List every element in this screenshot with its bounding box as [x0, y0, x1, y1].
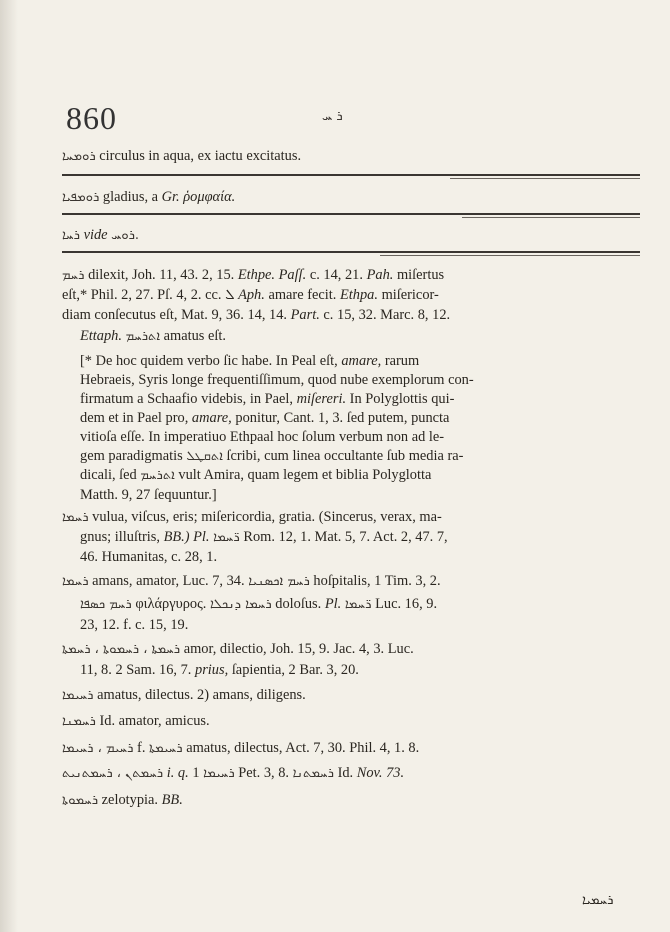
- entry-text: ſapientia, 2 Bar. 3, 20.: [231, 662, 359, 678]
- entry-text: c. 15, 32. Marc. 8, 12.: [323, 307, 451, 323]
- entry-italic: Ethpa.: [339, 287, 378, 303]
- entry-line: [80, 616, 188, 635]
- catchword: ܪܚܡܝܐ: [582, 893, 614, 908]
- entry-text: amatus, dilectus. 2) amans, diligens.: [97, 687, 306, 703]
- syriac-word: ܪܚܝܡܐ: [62, 688, 94, 703]
- syriac-word: ܪܚܝܡܬܐ: [149, 741, 183, 756]
- note-line: [80, 486, 217, 505]
- note-line: [80, 466, 431, 485]
- entry-text: 23, 12. f. c. 15, 19.: [80, 617, 189, 633]
- syriac-word: ܐܬܩܛܠ: [186, 449, 223, 464]
- note-text: [* De hoc quidem verbo ſic habe. In Peal eſt,: [80, 353, 338, 369]
- entry-italic: Ethpe. Paſſ.: [237, 267, 307, 283]
- note-text: ponitur, Cant. 1, 3. ſed putem, puncta: [235, 410, 450, 426]
- entry-line: [80, 595, 437, 614]
- note-line: [80, 447, 463, 466]
- note-line: [80, 428, 444, 447]
- entry-text: eſt,* Phil. 2, 27. Pſ. 4, 2. cc. ܠ: [62, 287, 235, 303]
- entry-line: [62, 286, 439, 305]
- separator-rule: [450, 178, 640, 179]
- running-headword: ܪ ܚ: [322, 109, 343, 124]
- note-text: vitioſa eſſe. In imperatiuo Ethpaal hoc ſolum verbum non ad le-: [80, 429, 445, 445]
- entry-line: [80, 661, 359, 680]
- syriac-word: ܐܬܪܚܡ: [125, 329, 161, 344]
- entry-text: miſertus: [396, 267, 445, 283]
- syriac-word: ܪܘܡܦܝܐ: [62, 190, 100, 205]
- entry-text: zelotypia.: [101, 792, 159, 808]
- syriac-word: ܪܚܡܬܐ ، ܪܚܡܘܬܐ ، ܪܚܡܬܐ: [62, 642, 181, 657]
- syriac-word: ܪܚܡܐ: [62, 574, 89, 589]
- entry-text: Id. amator, amicus.: [99, 713, 210, 729]
- entry-line: [80, 528, 448, 547]
- page-edge-shadow: [0, 0, 18, 932]
- syriac-word: ܪܚܝܡܐ: [203, 766, 235, 781]
- entry-italic: Part.: [290, 307, 320, 323]
- syriac-word: ܪܘܚ.: [111, 228, 140, 243]
- entry-text: gnus; illuſtris,: [80, 529, 160, 545]
- note-text: firmatum a Schaafio videbis, in Pael,: [80, 391, 294, 407]
- entry-text: amans, amator, Luc. 7, 34.: [92, 573, 245, 589]
- syriac-word: ܪܚܡ ܐܟܣܢܝܐ: [248, 574, 310, 589]
- note-line: [80, 390, 454, 409]
- entry-line: [62, 791, 183, 810]
- entry-text: Luc. 16, 9.: [375, 596, 438, 612]
- syriac-word: ܪܚܡܘܬܐ: [62, 793, 99, 808]
- note-text: Matth. 9, 27 ſequuntur.]: [80, 487, 217, 503]
- entry-text: amatus, dilectus, Act. 7, 30. Phil. 4, 1. 8.: [186, 740, 420, 756]
- entry-italic: vide: [83, 227, 108, 243]
- syriac-word: ܪܚܐ: [62, 228, 80, 243]
- note-text: In Polyglottis qui-: [349, 391, 455, 407]
- syriac-word: ܪܚܡܬܢܐ: [292, 766, 334, 781]
- note-italic: amare,: [191, 410, 232, 426]
- entry-line: [62, 712, 210, 731]
- entry-line: [62, 686, 306, 705]
- separator-rule: [62, 213, 640, 215]
- entry-text: c. 14, 21.: [309, 267, 363, 283]
- note-text: dem et in Pael pro,: [80, 410, 189, 426]
- syriac-word: ܐܬܪܚܡ: [140, 468, 175, 483]
- entry-line: [80, 548, 217, 567]
- syriac-word: ܪܘܡܚܐ: [62, 149, 96, 164]
- entry-text: amare fecit.: [268, 287, 337, 303]
- entry-italic: Pah.: [366, 267, 394, 283]
- separator-rule: [62, 174, 640, 176]
- entry-line: [62, 147, 301, 166]
- note-italic: amare,: [341, 353, 382, 369]
- note-line: [80, 409, 449, 428]
- entry-text: vulua, viſcus, eris; miſericordia, gratia. (Sincerus, verax, ma-: [92, 509, 442, 525]
- note-text: dicali, ſed: [80, 467, 137, 483]
- entry-italic: Nov. 73.: [356, 765, 405, 781]
- entry-italic: prius,: [195, 662, 229, 678]
- entry-text: amor, dilectio, Joh. 15, 9. Jac. 4, 3. Luc.: [183, 641, 414, 657]
- separator-rule: [380, 255, 640, 256]
- entry-text: diam conſecutus eſt, Mat. 9, 36. 14, 14.: [62, 307, 288, 323]
- note-line: [80, 371, 474, 390]
- entry-text: dilexit, Joh. 11, 43. 2, 15.: [88, 267, 235, 283]
- entry-italic: Gr. ῥομφαία.: [161, 189, 236, 205]
- entry-text: miſericor-: [381, 287, 439, 303]
- entry-italic: BB.: [161, 792, 183, 808]
- note-text: rarum: [384, 353, 420, 369]
- entry-text: hoſpitalis, 1 Tim. 3, 2.: [313, 573, 441, 589]
- entry-text: Rom. 12, 1. Mat. 5, 7. Act. 2, 47. 7,: [243, 529, 448, 545]
- syriac-word: ܪܚܡܐ ܕܢܟܠܐ: [209, 597, 272, 612]
- entry-text: amatus eſt.: [163, 328, 226, 344]
- note-text: Hebraeis, Syris longe frequentiſſimum, quod nube exemplorum con-: [80, 372, 474, 388]
- entry-text: f.: [137, 740, 146, 756]
- entry-line: [62, 640, 414, 659]
- separator-rule: [62, 251, 640, 253]
- syriac-word: ܪܚܡܬܢ ، ܪܚܡܬܢܝܬ: [62, 766, 164, 781]
- separator-rule: [462, 217, 640, 218]
- entry-text: φιλάργυρος.: [135, 596, 207, 612]
- entry-line: [62, 188, 235, 207]
- entry-italic: BB.) Pl.: [163, 529, 210, 545]
- entry-text: doloſus.: [275, 596, 322, 612]
- entry-line: [62, 739, 419, 758]
- syriac-word: ܪܚܝܡ ، ܪܚܝܡܐ: [62, 741, 134, 756]
- entry-line: [80, 327, 226, 346]
- entry-line: [62, 572, 441, 591]
- entry-line: [62, 226, 139, 245]
- entry-text: 1 Pet. 3, 8.: [192, 765, 290, 781]
- note-text: gem paradigmatis: [80, 448, 183, 464]
- entry-italic: Ettaph.: [80, 328, 122, 344]
- entry-text: 46. Humanitas, c. 28, 1.: [80, 549, 218, 565]
- note-text: vult Amira, quam legem et biblia Polyglotta: [178, 467, 432, 483]
- syriac-word: ܪ̈ܚܡܐ: [213, 530, 240, 545]
- entry-italic: Pl.: [324, 596, 342, 612]
- entry-line: [62, 266, 444, 285]
- entry-text: gladius, a: [102, 189, 159, 205]
- entry-line: [62, 306, 450, 325]
- entry-italic: Aph.: [238, 287, 265, 303]
- entry-text: 11, 8. 2 Sam. 16, 7.: [80, 662, 192, 678]
- entry-italic: i. q.: [166, 765, 189, 781]
- syriac-word: ܪܚܡܢܐ: [62, 714, 96, 729]
- entry-text: Id.: [337, 765, 354, 781]
- note-text: ſcribi, cum linea occultante ſub media ra-: [226, 448, 464, 464]
- entry-text: circulus in aqua, ex iactu excitatus.: [99, 148, 302, 164]
- note-italic: miſereri.: [296, 391, 347, 407]
- note-line: [80, 352, 419, 371]
- entry-line: [62, 508, 442, 527]
- syriac-word: ܪܚܡ ܟܣܦܐ: [80, 597, 132, 612]
- entry-line: [62, 764, 404, 783]
- syriac-word: ܪܚܡ: [62, 268, 85, 283]
- syriac-word: ܪܚܡܐ: [62, 510, 89, 525]
- page-number: 860: [66, 100, 117, 136]
- syriac-word: ܪ̈ܚܡܐ: [344, 597, 372, 612]
